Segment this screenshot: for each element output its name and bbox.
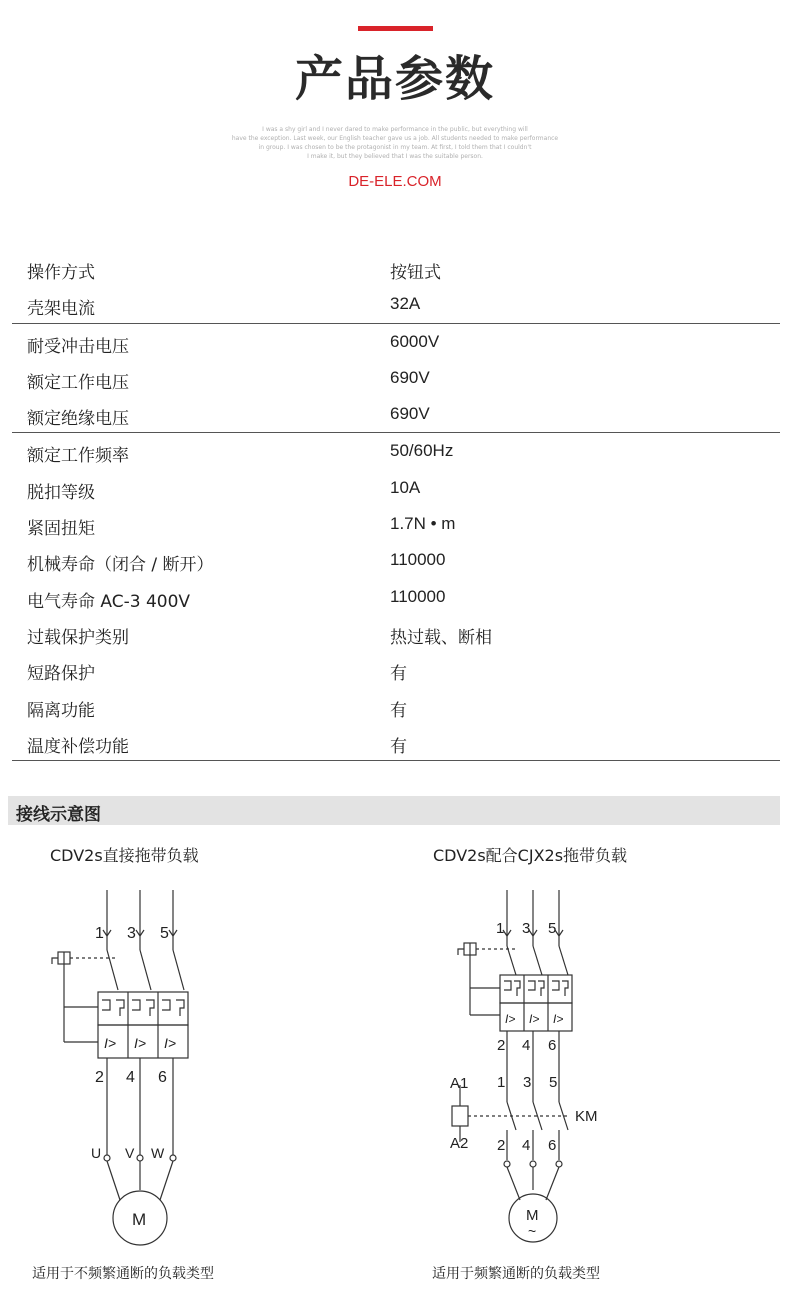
spec-value: 690V (390, 367, 430, 387)
contactor-label: KM (575, 1108, 598, 1125)
terminal-label: 3 (522, 920, 531, 937)
spec-key: 额定工作电压 (27, 372, 129, 393)
relay-label: I> (553, 1012, 564, 1026)
spec-row (12, 615, 780, 651)
spec-key: 额定绝缘电压 (27, 409, 129, 430)
spec-row (12, 579, 780, 615)
spec-row (12, 396, 780, 432)
site-link[interactable]: DE-ELE.COM (348, 173, 442, 190)
motor-label: M (132, 1210, 147, 1229)
blurb-line: in group. I was chosen to be the protagonist in my team. At first, I told them that I couldn't (258, 144, 532, 151)
spec-value: 110000 (390, 550, 446, 570)
relay-label: I> (505, 1012, 516, 1026)
terminal-label: 2 (95, 1069, 104, 1086)
spec-value: 有 (390, 700, 407, 720)
spec-value: 有 (390, 664, 407, 684)
spec-row (12, 433, 780, 469)
terminal-label: 3 (523, 1074, 532, 1091)
decorative-blurb (0, 125, 790, 161)
right-wiring-diagram (430, 880, 630, 1260)
spec-key: 脱扣等级 (27, 482, 95, 503)
spec-key: 隔离功能 (27, 700, 95, 721)
spec-key: 过载保护类别 (27, 627, 129, 648)
spec-value: 热过载、断相 (390, 627, 492, 647)
page-title: 产品参数 (294, 51, 495, 107)
spec-row (12, 542, 780, 578)
table-divider (12, 760, 780, 761)
relay-label: I> (104, 1035, 117, 1051)
spec-row (12, 470, 780, 506)
spec-key: 短路保护 (27, 664, 95, 685)
spec-row (12, 651, 780, 687)
spec-key: 额定工作频率 (27, 446, 129, 467)
right-diagram-caption: 适用于频繁通断的负载类型 (432, 1266, 600, 1282)
spec-value: 110000 (390, 586, 446, 606)
terminal-label: 4 (522, 1137, 531, 1154)
spec-key: 温度补偿功能 (27, 736, 129, 757)
wiring-section-header (8, 796, 780, 825)
spec-value: 690V (390, 404, 430, 424)
spec-row (12, 688, 780, 724)
terminal-label: 5 (160, 925, 169, 942)
right-diagram-title: CDV2s配合CJX2s拖带负载 (433, 846, 628, 865)
spec-value: 6000V (390, 331, 440, 351)
terminal-label: 6 (158, 1069, 167, 1086)
spec-value: 有 (390, 736, 407, 756)
spec-key: 耐受冲击电压 (27, 336, 129, 357)
spec-row (12, 360, 780, 396)
terminal-label: 4 (126, 1069, 135, 1086)
terminal-label: 5 (548, 920, 557, 937)
terminal-label: 1 (497, 1074, 506, 1091)
spec-table (12, 250, 780, 761)
terminal-label: 6 (548, 1137, 557, 1154)
coil-label: A1 (450, 1075, 469, 1092)
terminal-label: 6 (548, 1037, 557, 1054)
spec-row (12, 506, 780, 542)
terminal-label: 4 (522, 1037, 531, 1054)
terminal-label: 3 (127, 925, 136, 942)
terminal-label: 1 (95, 925, 104, 942)
terminal-label: 2 (497, 1137, 506, 1154)
left-diagram-title: CDV2s直接拖带负载 (50, 846, 199, 865)
spec-key: 操作方式 (27, 263, 95, 283)
blurb-line: I was a shy girl and I never dared to make performance in the public, but everything will (262, 126, 528, 133)
blurb-line: I make it, but they believed that I was the suitable person. (307, 153, 483, 160)
spec-value: 50/60Hz (390, 441, 454, 461)
spec-row (12, 724, 780, 760)
section-title: 接线示意图 (16, 805, 101, 825)
motor-terminal-label: W (151, 1145, 165, 1161)
motor-label: M (526, 1207, 539, 1224)
spec-value: 按钮式 (390, 263, 441, 282)
spec-row (12, 250, 780, 286)
terminal-label: 1 (496, 920, 505, 937)
spec-key: 紧固扭矩 (27, 519, 95, 540)
spec-key: 电气寿命 AC-3 400V (27, 591, 191, 612)
motor-symbol: ~ (528, 1223, 537, 1239)
relay-label: I> (134, 1035, 147, 1051)
spec-row (12, 286, 780, 322)
motor-terminal-label: V (125, 1145, 135, 1161)
left-diagram-caption: 适用于不频繁通断的负载类型 (32, 1266, 214, 1282)
spec-value: 32A (390, 294, 421, 314)
terminal-label: 2 (497, 1037, 506, 1054)
blurb-line: have the exception. Last week, our English teacher gave us a job. All students needed to make performance (231, 135, 559, 142)
spec-value: 10A (390, 477, 421, 497)
spec-row (12, 324, 780, 360)
left-wiring-diagram (40, 880, 240, 1260)
spec-key: 机械寿命（闭合 / 断开） (27, 555, 214, 576)
title-accent-bar (358, 26, 433, 31)
relay-label: I> (164, 1035, 177, 1051)
spec-key: 壳架电流 (27, 299, 95, 320)
spec-value: 1.7N • m (390, 514, 456, 534)
motor-terminal-label: U (91, 1145, 102, 1161)
terminal-label: 5 (549, 1074, 558, 1091)
relay-label: I> (529, 1012, 540, 1026)
coil-label: A2 (450, 1135, 469, 1152)
